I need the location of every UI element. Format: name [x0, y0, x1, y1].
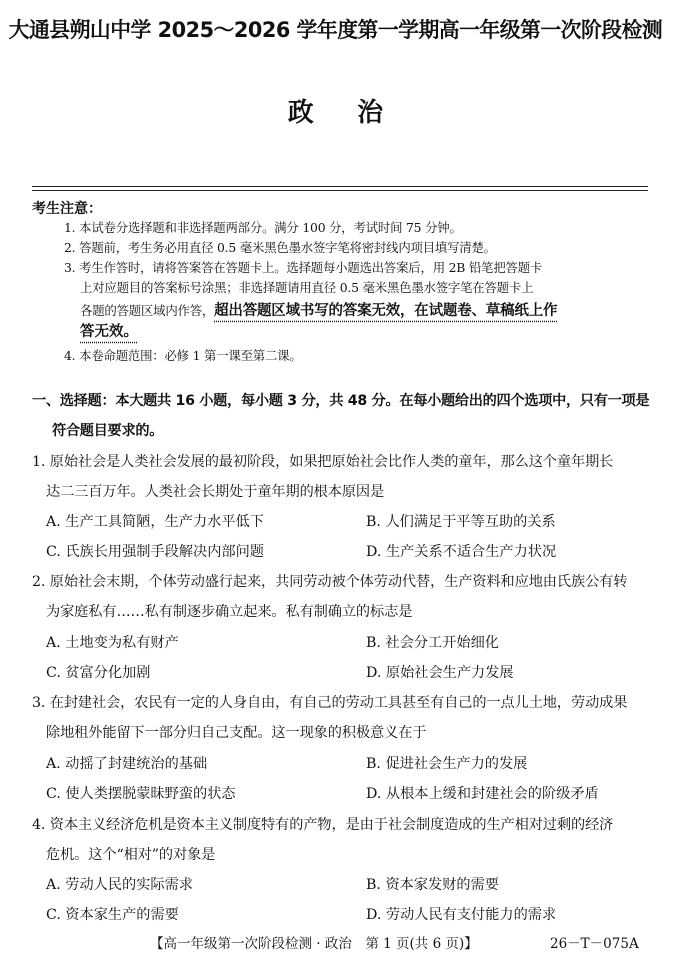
- notice-heading: 考生注意：: [32, 201, 102, 217]
- question-4-option-c: C. 资本家生产的需要: [46, 907, 179, 923]
- notice-emphasis-end: 答无效。: [80, 324, 138, 340]
- question-3-option-d: D. 从根本上缓和封建社会的阶级矛盾: [366, 786, 599, 802]
- question-2-stem-cont: 为家庭私有……私有制逐步确立起来。私有制确立的标志是: [46, 604, 413, 620]
- question-1-stem-cont: 达二三百万年。人类社会长期处于童年期的根本原因是: [46, 484, 385, 500]
- question-2-option-d: D. 原始社会生产力发展: [366, 665, 514, 681]
- question-1-stem: 1. 原始社会是人类社会发展的最初阶段，如果把原始社会比作人类的童年，那么这个童年期长: [32, 454, 614, 470]
- question-3-stem-cont: 除地租外能留下一部分归自己支配。这一现象的积极意义在于: [46, 725, 427, 741]
- section-heading-cont: 符合题目要求的。: [52, 423, 164, 439]
- question-3-option-b: B. 促进社会生产力的发展: [366, 756, 528, 772]
- question-4-option-d: D. 劳动人民有支付能力的需求: [366, 907, 557, 923]
- paper-code: 26－T－075A: [550, 936, 639, 952]
- question-3-option-a: A. 动摇了封建统治的基础: [46, 756, 208, 772]
- question-2-option-c: C. 贫富分化加剧: [46, 665, 151, 681]
- subject-title: 政治: [287, 98, 427, 128]
- notice-item-3-plain: 各题的答题区域内作答，: [80, 303, 215, 318]
- exam-title: 大通县朔山中学 2025～2026 学年度第一学期高一年级第一次阶段检测: [8, 18, 663, 42]
- notice-item-1: 1. 本试卷分选择题和非选择题两部分。满分 100 分，考试时间 75 分钟。: [64, 220, 462, 235]
- question-1-option-c: C. 氏族长用强制手段解决内部问题: [46, 544, 264, 560]
- notice-item-3-line3: [80, 299, 557, 320]
- section-heading: 一、选择题：本大题共 16 小题，每小题 3 分，共 48 分。在每小题给出的四个选项中，只有一项是: [32, 393, 650, 409]
- question-4-stem: 4. 资本主义经济危机是资本主义制度特有的产物，是由于社会制度造成的生产相对过剩的经济: [32, 817, 614, 833]
- question-1-option-a: A. 生产工具简陋，生产力水平低下: [46, 514, 264, 530]
- page-footer: 【高一年级第一次阶段检测 · 政治 第 1 页(共 6 页)】: [150, 936, 478, 952]
- question-1-option-b: B. 人们满足于平等互助的关系: [366, 514, 556, 530]
- notice-item-2: 2. 答题前，考生务必用直径 0.5 毫米黑色墨水签字笔将密封线内项目填写清楚。: [64, 240, 496, 255]
- question-1-option-d: D. 生产关系不适合生产力状况: [366, 544, 557, 560]
- notice-item-3: 3. 考生作答时，请将答案答在答题卡上。选择题每小题选出答案后，用 2B 铅笔把答题卡: [64, 260, 543, 275]
- header-divider-top: [32, 186, 648, 187]
- question-3-stem: 3. 在封建社会，农民有一定的人身自由，有自己的劳动工具甚至有自己的一点儿土地，劳动成果: [32, 695, 628, 711]
- question-2-stem: 2. 原始社会末期，个体劳动盛行起来，共同劳动被个体劳动代替，生产资料和应地由氏族公有转: [32, 574, 628, 590]
- question-3-option-c: C. 使人类摆脱蒙昧野蛮的状态: [46, 786, 236, 802]
- question-4-option-b: B. 资本家发财的需要: [366, 877, 499, 893]
- notice-item-4: 4. 本卷命题范围：必修 1 第一课至第二课。: [64, 348, 302, 363]
- question-2-option-a: A. 土地变为私有财产: [46, 635, 179, 651]
- question-4-stem-cont: 危机。这个“相对”的对象是: [46, 847, 216, 863]
- header-divider-bottom: [32, 190, 648, 191]
- notice-item-3-line2: 上对应题目的答案标号涂黑；非选择题请用直径 0.5 毫米黑色墨水签字笔在答题卡上: [80, 280, 534, 295]
- notice-emphasis: 超出答题区域书写的答案无效，在试题卷、草稿纸上作: [214, 303, 558, 319]
- question-4-option-a: A. 劳动人民的实际需求: [46, 877, 193, 893]
- question-2-option-b: B. 社会分工开始细化: [366, 635, 499, 651]
